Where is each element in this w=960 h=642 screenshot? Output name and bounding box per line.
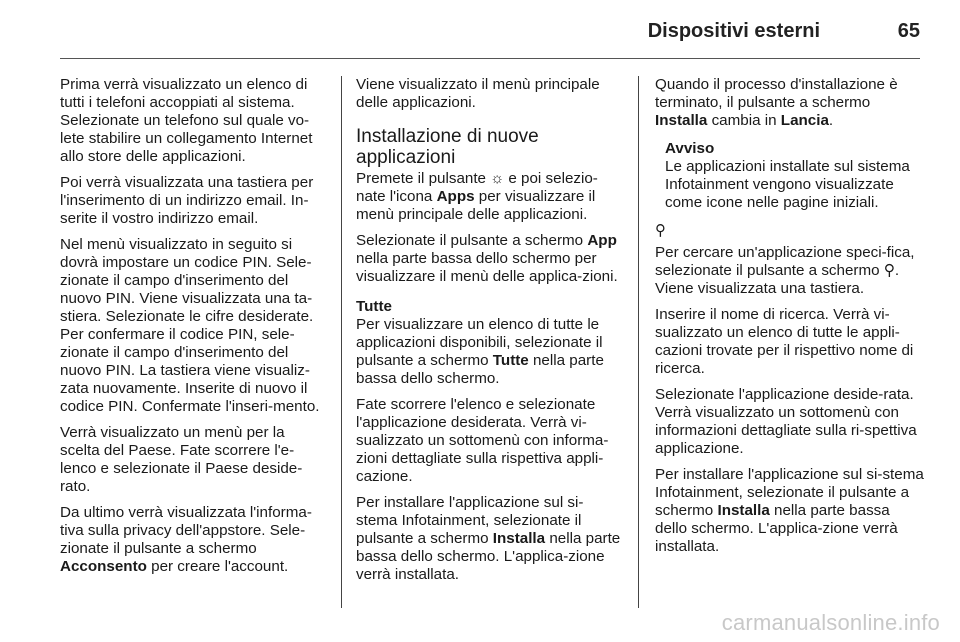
- paragraph: Selezionate l'applicazione deside-rata. Verrà visualizzato un sottomenù con informazioni dettagliate sulla ri-spettiva applicazione.: [655, 386, 917, 457]
- paragraph: [356, 316, 624, 388]
- paragraph: Poi verrà visualizzata una tastiera per l'inserimento di un indirizzo email. In-serite il vostro indirizzo email.: [60, 174, 314, 227]
- paragraph: Viene visualizzato il menù principale delle applicazioni.: [356, 76, 600, 111]
- text-run: per visualizzare il menù principale delle applicazioni.: [356, 188, 596, 223]
- column-2: [356, 76, 624, 592]
- ui-term-app: App: [587, 232, 617, 249]
- paragraph: Nel menù visualizzato in seguito si dovrà impostare un codice PIN. Sele-zionate il campo d'inserimento del nuovo PIN. Viene visualizzata una ta-stiera. Selezionate le cifre desiderate. Per confermare il codice PIN, sele-zionate il campo d'inserimento del nuovo PIN. La tastiera viene visualiz-zata nuovamente. Inserite di nuovo il codice PIN. Confermate l'inseri-mento.: [60, 236, 320, 415]
- paragraph: [655, 244, 925, 298]
- note-title: Avviso: [665, 140, 715, 157]
- text-run: Per cercare un'applicazione speci-fica, selezionate il pulsante a schermo: [655, 244, 915, 279]
- paragraph: [356, 232, 624, 286]
- note-box: [665, 140, 925, 212]
- text-run: Premete il pulsante: [356, 170, 491, 187]
- paragraph: [356, 170, 624, 224]
- section-heading: Installazione di nuove applicazioni: [356, 126, 539, 168]
- text-run: Quando il processo d'installazione è terminato, il pulsante a schermo: [655, 76, 898, 111]
- paragraph: Inserire il nome di ricerca. Verrà vi-sualizzato un elenco di tutte le appli-cazioni trovate per il rispettivo nome di ricerca.: [655, 306, 914, 377]
- ui-term-acconsento: Acconsento: [60, 558, 147, 575]
- paragraph: Fate scorrere l'elenco e selezionate l'applicazione desiderata. Verrà vi-sualizzato un sottomenù con informa-zioni dettagliate sulla rispettiva appli-cazione.: [356, 396, 609, 485]
- note-text: Le applicazioni installate sul sistema Infotainment vengono visualizzate come icone nelle pagine iniziali.: [665, 158, 910, 211]
- text-run: e poi selezio-nate l'icona: [356, 170, 598, 205]
- text-run: nella parte bassa dello schermo per visualizzare il menù delle applica-zioni.: [356, 250, 618, 285]
- text-run: cambia in: [707, 112, 781, 129]
- text-run: Per visualizzare un elenco di tutte le applicazioni disponibili, selezionate il pulsante a schermo: [356, 316, 603, 369]
- search-icon: ⚲: [883, 262, 895, 279]
- text-run: nella parte bassa dello schermo. L'applica-zione verrà installata.: [356, 530, 621, 583]
- ui-term-lancia: Lancia: [780, 112, 829, 129]
- ui-term-installa: Installa: [717, 502, 770, 519]
- paragraph: Verrà visualizzato un menù per la scelta del Paese. Fate scorrere l'e-lenco e selezionate il Paese deside-rato.: [60, 424, 303, 495]
- search-icon: ⚲: [655, 222, 666, 239]
- ui-term-tutte: Tutte: [492, 352, 529, 369]
- column-divider-2: [638, 76, 639, 608]
- watermark: carmanualsonline.info: [721, 610, 940, 635]
- paragraph: Prima verrà visualizzato un elenco di tutti i telefoni accoppiati al sistema. Selezionate un telefono sul quale vo-lete stabilire un collegamento Internet allo store delle applicazioni.: [60, 76, 313, 165]
- subheading-tutte: Tutte: [356, 298, 392, 315]
- ui-term-apps: Apps: [436, 188, 475, 205]
- paragraph: [60, 504, 326, 576]
- paragraph: [356, 494, 624, 584]
- text-run: . Viene visualizzata una tastiera.: [655, 262, 900, 297]
- paragraph: [655, 466, 925, 556]
- text-run: .: [828, 112, 834, 129]
- header-divider: [60, 58, 920, 59]
- column-divider-1: [341, 76, 342, 608]
- text-run: Per installare l'applicazione sul si-stema Infotainment, selezionate il pulsante a schermo: [356, 494, 584, 547]
- ui-term-installa: Installa: [492, 530, 546, 547]
- page-title: Dispositivi esterni: [647, 20, 820, 42]
- home-icon: ☼: [490, 170, 505, 187]
- ui-term-installa: Installa: [655, 112, 708, 129]
- text-run: nella parte bassa dello schermo.: [356, 352, 604, 387]
- text-run: Selezionate il pulsante a schermo: [356, 232, 588, 249]
- text-run: nella parte bassa dello schermo. L'applica-zione verrà installata.: [655, 502, 898, 555]
- text-run: per creare l'account.: [146, 558, 289, 575]
- column-1: [60, 76, 326, 584]
- paragraph: [655, 76, 925, 130]
- text-run: Per installare l'applicazione sul si-stema Infotainment, selezionate il pulsante a schermo: [655, 466, 924, 519]
- text-run: Da ultimo verrà visualizzata l'informa-tiva sulla privacy dell'appstore. Sele-zionate il pulsante a schermo: [60, 504, 312, 557]
- page-number: 65: [897, 20, 920, 42]
- column-3: [655, 76, 925, 564]
